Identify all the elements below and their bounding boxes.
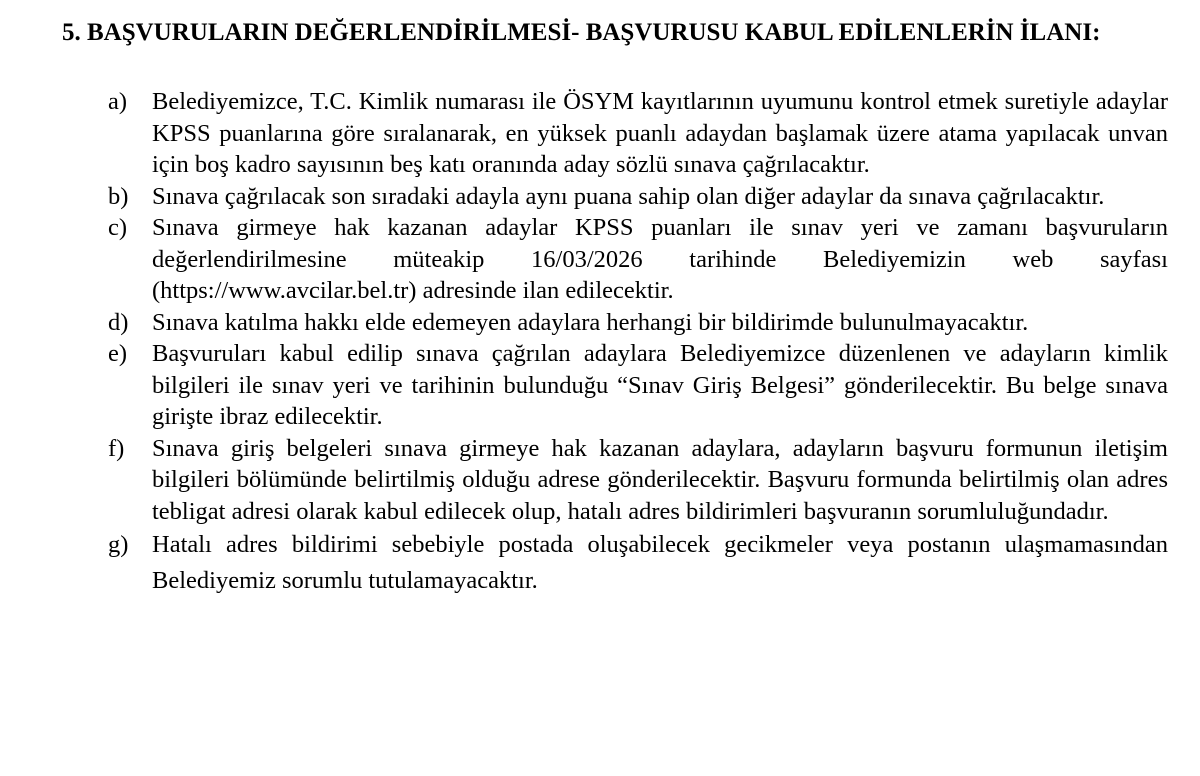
item-marker: c) (108, 214, 128, 241)
item-marker: e) (108, 340, 128, 367)
list-item-e (62, 338, 1168, 433)
list-item-f (62, 433, 1168, 528)
item-text: Sınava giriş belgeleri sınava girmeye hak kazanan adaylara, adayların başvuru formunun iletişim bilgileri bölümünde belirtilmiş olduğu adrese gönderilecektir. Başvuru formunda belirtilmiş olan adres tebligat adresi olarak kabul edilecek olup, hatalı adres bildirimleri başvuranın sorumluluğundadır. (152, 434, 1168, 525)
section-title: 5. BAŞVURULARIN DEĞERLENDİRİLMESİ- BAŞVURUSU KABUL EDİLENLERİN İLANI: (62, 19, 1101, 46)
list-item-b (62, 181, 1168, 213)
item-marker: a) (108, 88, 128, 115)
item-marker: b) (108, 182, 129, 210)
item-list (62, 86, 1168, 599)
list-item-a (62, 86, 1168, 181)
item-text: Belediyemizce, T.C. Kimlik numarası ile ÖSYM kayıtlarının uyumunu kontrol etmek suretiyle adaylar KPSS puanlarına göre sıralanarak, en yüksek puanlı adaydan başlamak üzere atama yapılacak unvan için boş kadro sayısının beş katı oranında aday sözlü sınava çağrılacaktır. (152, 88, 1168, 178)
list-item-g (62, 527, 1168, 599)
item-text: Sınava çağrılacak son sıradaki adayla aynı puana sahip olan diğer adaylar da sınava çağrılacaktır. (152, 182, 1105, 210)
item-text: Sınava girmeye hak kazanan adaylar KPSS puanları ile sınav yeri ve zamanı başvuruların değerlendirilmesine müteakip 16/03/2026 tarihinde Belediyemizin web sayfası (https://www.avcilar.bel.tr) adresinde ilan edilecektir. (152, 214, 1168, 304)
item-marker: d) (108, 308, 129, 336)
item-marker: g) (108, 531, 129, 558)
item-text: Başvuruları kabul edilip sınava çağrılan adaylara Belediyemizce düzenlenen ve adayların kimlik bilgileri ile sınav yeri ve tarihinin bulunduğu “Sınav Giriş Belgesi” gönderilecektir. Bu belge sınava girişte ibraz edilecektir. (152, 340, 1168, 430)
list-item-d (62, 307, 1168, 339)
item-text: Hatalı adres bildirimi sebebiyle postada oluşabilecek gecikmeler veya postanın ulaşmamasından Belediyemiz sorumlu tutulamayacaktır. (152, 531, 1168, 594)
item-marker: f) (108, 434, 125, 462)
item-text: Sınava katılma hakkı elde edemeyen adaylara herhangi bir bildirimde bulunulmayacaktır. (152, 308, 1029, 336)
list-item-c (62, 212, 1168, 307)
